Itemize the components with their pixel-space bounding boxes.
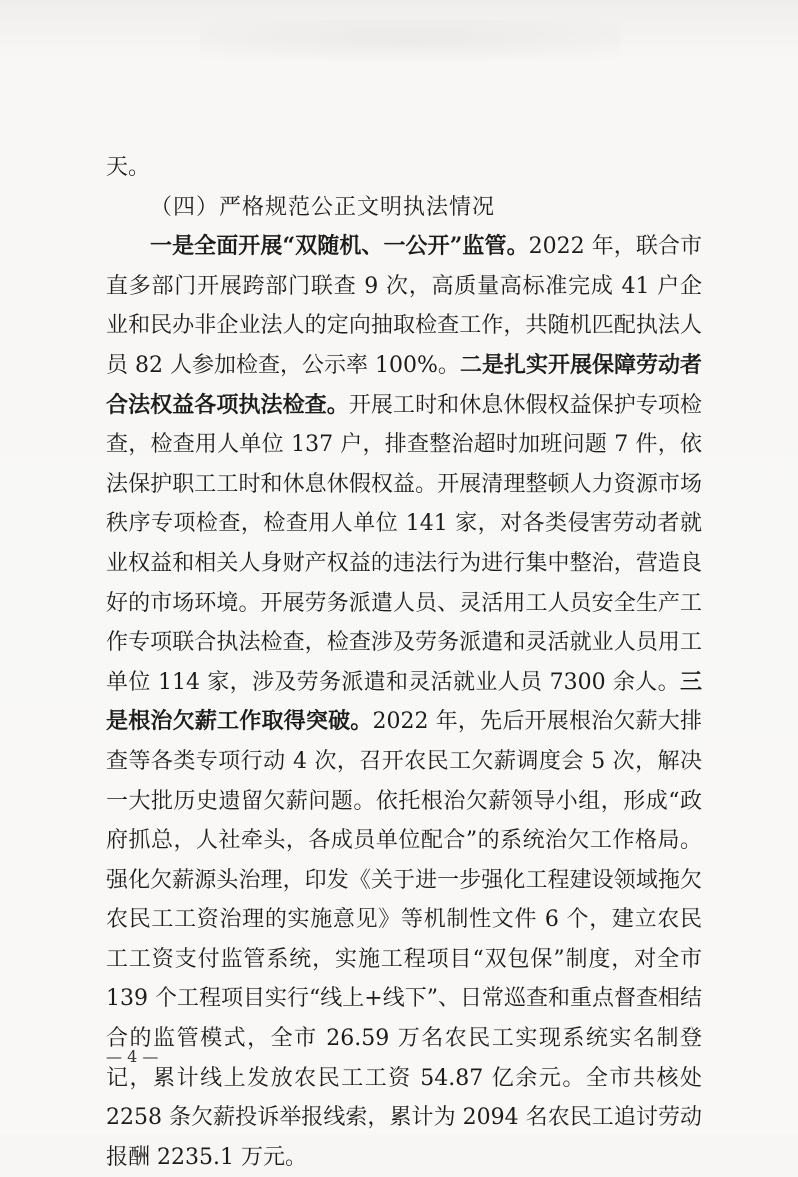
paragraph-continuation: 天。	[106, 155, 151, 180]
section-heading: （四）严格规范公正文明执法情况	[150, 194, 496, 220]
document-body	[106, 148, 702, 1177]
paper-shadow	[200, 20, 620, 60]
lead-one: 一是全面开展“双随机、一公开”监管。	[150, 233, 529, 260]
paragraph-enforcement	[106, 227, 702, 1177]
body-three: 2022 年，先后开展根治欠薪大排查等各类专项行动 4 次，召开农民工欠薪调度会 5 次，解决一大批历史遗留欠薪问题。依托根治欠薪领导小组，形成“政府抓总，人社牵头，各成员单位配合”的系统治欠工作格局。强化欠薪源头治理，印发《关于进一步强化工程建设领域拖欠农民工工资治理的实施意见》等机制性文件 6 个，建立农民工工资支付监管系统，实施工程项目“双包保”制度，对全市 139 个工程项目实行“线上+线下”、日常巡查和重点督查相结合的监管模式，全市 26.59 万名农民工实现系统实名制登记，累计线上发放农民工工资 54.87 亿余元。全市共核处 2258 条欠薪投诉举报线索，累计为 2094 名农民工追讨劳动报酬 2235.1 万元。	[106, 709, 702, 1170]
lead-two: 二是扎实开展保障劳动者合法权益各项执法检查。	[106, 351, 702, 418]
body-two: 开展工时和休息休假权益保护专项检查，检查用人单位 137 户，排查整治超时加班问题 7 件，依法保护职工工时和休息休假权益。开展清理整顿人力资源市场秩序专项检查，检查用人单位 141 家，对各类侵害劳动者就业权益和相关人身财产权益的违法行为进行集中整治，营造良好的市场环境。开展劳务派遣人员、灵活用工人员安全生产工作专项联合执法检查，检查涉及劳务派遣和灵活就业人员用工单位 114 家，涉及劳务派遣和灵活就业人员 7300 余人。	[106, 392, 702, 695]
page-number: — 4 —	[106, 1047, 159, 1066]
body-one: 2022 年，联合市直多部门开展跨部门联查 9 次，高质量高标准完成 41 户企业和民办非企业法人的定向抽取检查工作，共随机匹配执法人员 82 人参加检查，公示率 100%。	[106, 234, 703, 378]
lead-three: 三是根治欠薪工作取得突破。	[106, 668, 702, 735]
